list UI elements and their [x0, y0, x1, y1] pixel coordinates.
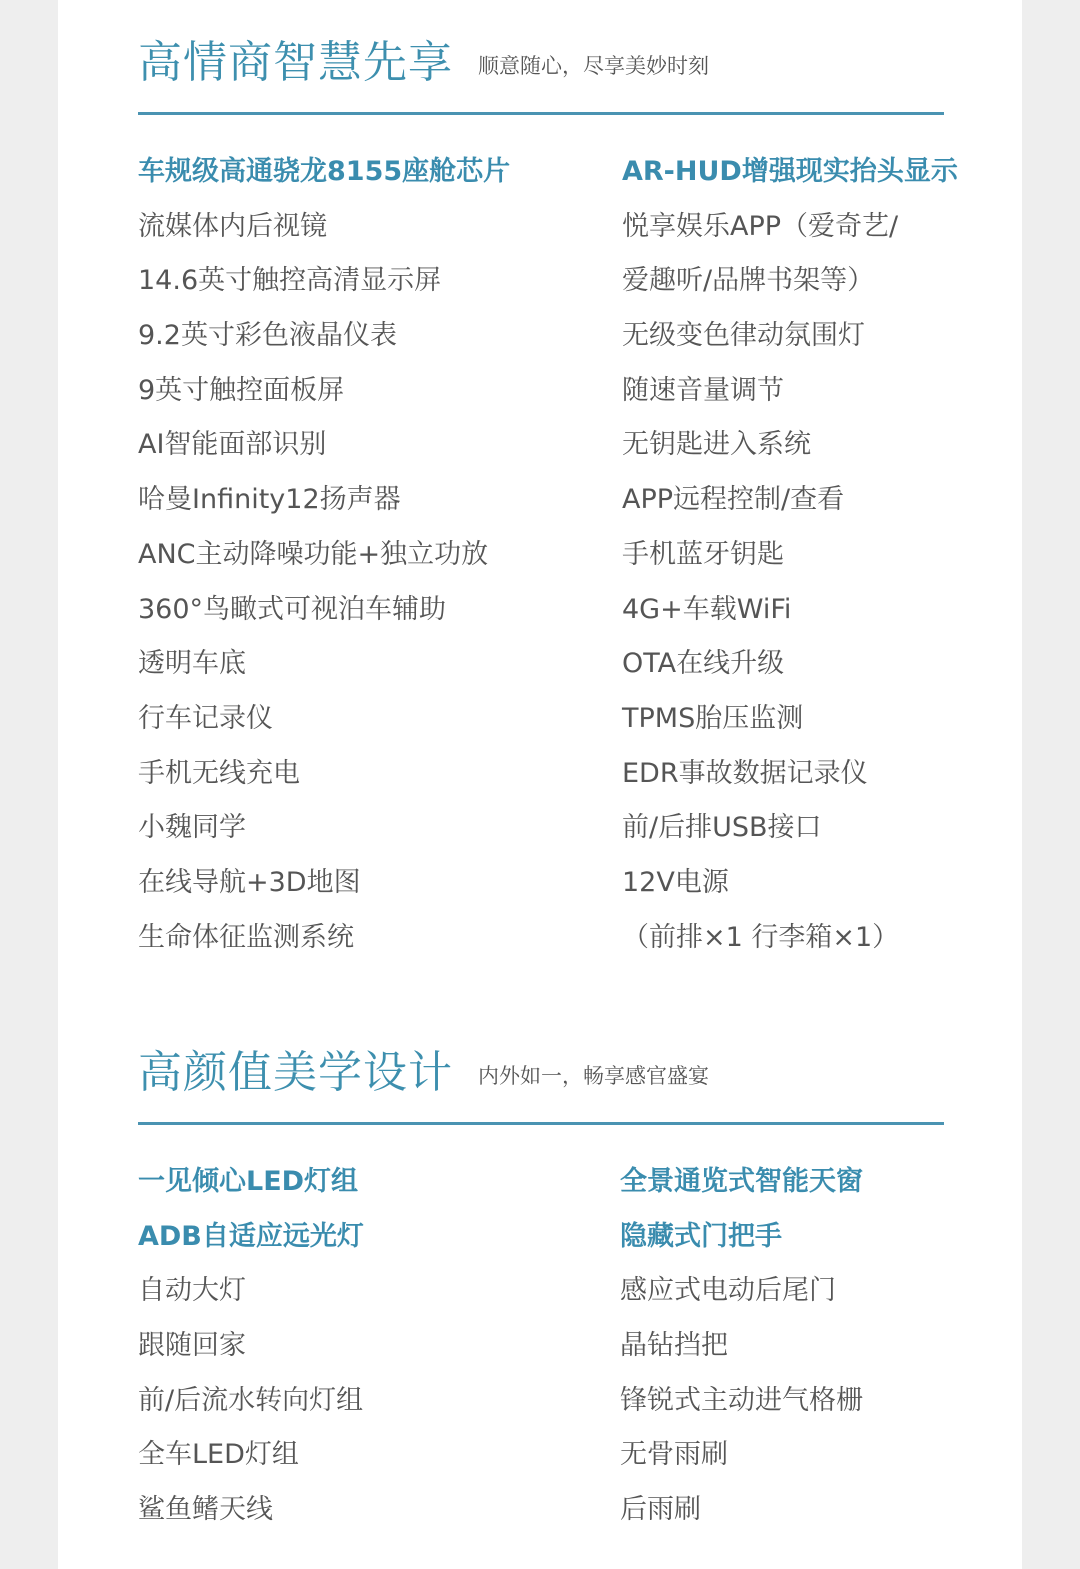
section-title: 高颜值美学设计 — [138, 1047, 453, 1098]
feature-item: 前/后排USB接口 — [622, 812, 822, 844]
feature-heading: 一见倾心LED灯组 — [138, 1166, 359, 1197]
feature-item: 悦享娱乐APP（爱奇艺/ — [622, 210, 899, 242]
feature-list-left — [138, 1155, 364, 1538]
feature-item: 生命体征监测系统 — [138, 921, 354, 953]
feature-item: AI智能面部识别 — [138, 429, 327, 461]
feature-item: 全车LED灯组 — [138, 1439, 299, 1471]
feature-item: 跟随回家 — [138, 1330, 246, 1362]
feature-item: 后雨刷 — [620, 1494, 701, 1526]
feature-item: 行车记录仪 — [138, 702, 273, 734]
feature-item: 前/后流水转向灯组 — [138, 1384, 364, 1416]
feature-item: TPMS胎压监测 — [622, 702, 804, 734]
feature-item: 感应式电动后尾门 — [620, 1275, 836, 1307]
section-subtitle: 内外如一，畅享感官盛宴 — [478, 1064, 709, 1088]
feature-item: 小魏同学 — [138, 812, 246, 844]
feature-item: APP远程控制/查看 — [622, 484, 845, 516]
feature-item: 无骨雨刷 — [620, 1439, 728, 1471]
feature-item: 锋锐式主动进气格栅 — [620, 1384, 863, 1416]
feature-item: 晶钻挡把 — [620, 1330, 728, 1362]
feature-heading: ADB自适应远光灯 — [138, 1220, 364, 1252]
feature-list-left — [138, 145, 510, 965]
feature-item: 4G+车载WiFi — [622, 593, 792, 625]
feature-item: 流媒体内后视镜 — [138, 210, 327, 242]
feature-item: EDR事故数据记录仪 — [622, 757, 868, 789]
feature-heading: 车规级高通骁龙8155座舱芯片 — [138, 156, 511, 187]
section-divider — [138, 1122, 944, 1125]
spec-page — [58, 0, 1022, 1569]
feature-item: 手机无线充电 — [138, 757, 300, 789]
section-subtitle: 顺意随心，尽享美妙时刻 — [478, 54, 709, 78]
feature-item: ANC主动降噪功能+独立功放 — [138, 538, 489, 570]
feature-list-right — [620, 1155, 863, 1538]
feature-item: 手机蓝牙钥匙 — [622, 538, 784, 570]
feature-item: 14.6英寸触控高清显示屏 — [138, 265, 442, 297]
feature-item: 360°鸟瞰式可视泊车辅助 — [138, 593, 447, 625]
feature-item: 无钥匙进入系统 — [622, 429, 811, 461]
feature-item: 哈曼Infinity12扬声器 — [138, 484, 401, 516]
feature-item: 透明车底 — [138, 648, 246, 680]
feature-item: 自动大灯 — [138, 1275, 246, 1307]
feature-item: OTA在线升级 — [622, 648, 785, 680]
feature-item: 爱趣听/品牌书架等） — [622, 265, 875, 297]
section-divider — [138, 112, 944, 115]
feature-item: 9英寸触控面板屏 — [138, 374, 345, 406]
feature-item: 无级变色律动氛围灯 — [622, 320, 865, 352]
section-title: 高情商智慧先享 — [138, 37, 453, 88]
feature-item: 12V电源 — [622, 866, 729, 898]
feature-heading: 全景通览式智能天窗 — [620, 1166, 863, 1197]
feature-item: （前排×1 行李箱×1） — [622, 921, 900, 953]
feature-item: 在线导航+3D地图 — [138, 866, 361, 898]
feature-heading: 隐藏式门把手 — [620, 1220, 782, 1252]
feature-heading: AR-HUD增强现实抬头显示 — [622, 156, 958, 187]
feature-item: 9.2英寸彩色液晶仪表 — [138, 320, 397, 352]
feature-list-right — [622, 145, 958, 965]
feature-item: 鲨鱼鳍天线 — [138, 1494, 273, 1526]
feature-item: 随速音量调节 — [622, 374, 784, 406]
